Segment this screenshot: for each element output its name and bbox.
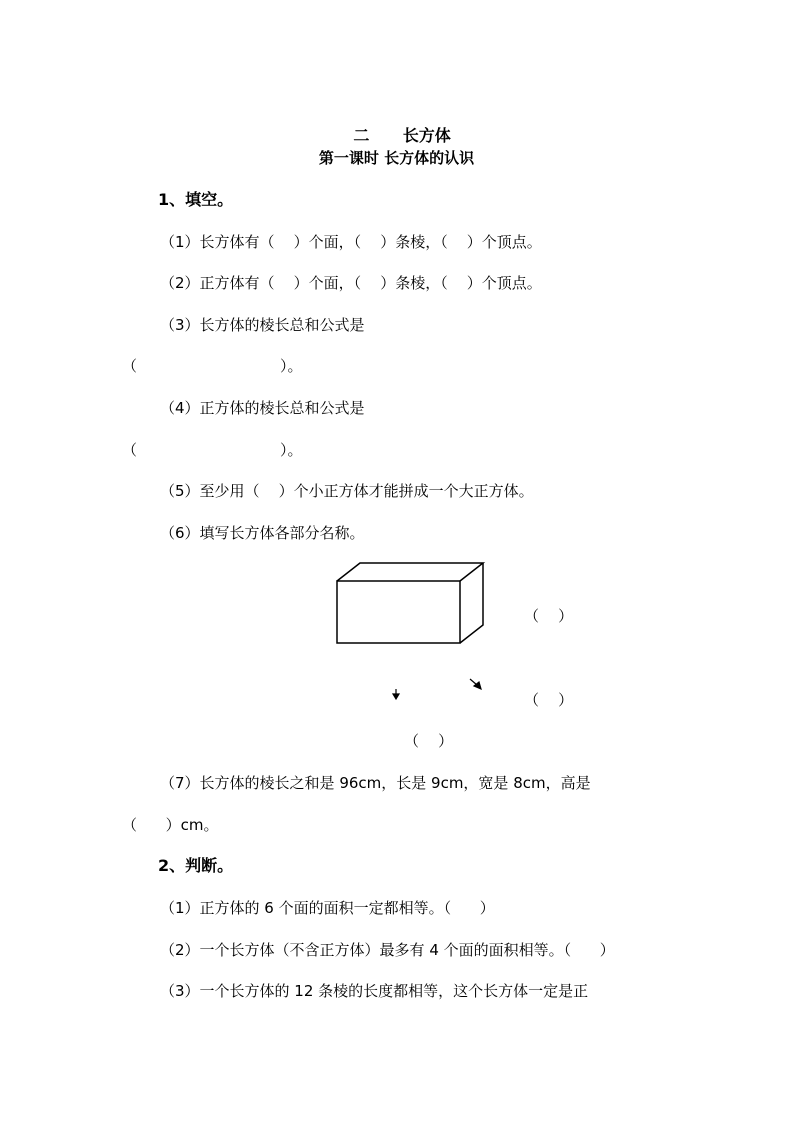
cuboid-front-face <box>337 581 460 643</box>
lesson-title: 第一课时 长方体的认识 <box>318 149 475 167</box>
question-1-4-answer-blank: （ ）。 <box>122 441 303 459</box>
question-1-7-answer-blank: （ ）cm。 <box>122 816 219 834</box>
cuboid-figure <box>300 545 600 710</box>
question-1-3: （3）长方体的棱长总和公式是 <box>160 316 365 334</box>
cuboid-label-blank-right-top: （ ） <box>524 607 574 625</box>
question-2-2: （2）一个长方体（不含正方体）最多有 4 个面的面积相等。（ ） <box>160 941 615 959</box>
chapter-number: 二 <box>353 126 370 145</box>
question-1-2: （2）正方体有（ ）个面，（ ）条棱，（ ）个顶点。 <box>160 274 542 292</box>
cuboid-top-face <box>337 563 483 581</box>
question-1-1: （1）长方体有（ ）个面，（ ）条棱，（ ）个顶点。 <box>160 233 542 251</box>
question-2-1: （1）正方体的 6 个面的面积一定都相等。（ ） <box>160 899 495 917</box>
arrow-down-head <box>393 694 399 699</box>
cuboid-label-blank-bottom: （ ） <box>404 732 454 750</box>
cuboid-right-face <box>460 563 483 643</box>
question-1-5: （5）至少用（ ）个小正方体才能拼成一个大正方体。 <box>160 482 534 500</box>
question-1-4: （4）正方体的棱长总和公式是 <box>160 399 365 417</box>
section2-heading: 2、判断。 <box>158 856 234 875</box>
chapter-title <box>0 106 793 146</box>
section1-heading: 1、填空。 <box>158 190 234 209</box>
question-1-6: （6）填写长方体各部分名称。 <box>160 524 365 542</box>
question-1-3-answer-blank: （ ）。 <box>122 357 303 375</box>
cuboid-label-blank-right-bottom: （ ） <box>524 691 574 709</box>
question-1-7: （7）长方体的棱长之和是 96cm，长是 9cm，宽是 8cm，高是 <box>160 774 591 792</box>
question-2-3: （3）一个长方体的 12 条棱的长度都相等，这个长方体一定是正 <box>160 982 589 1000</box>
chapter-name: 长方体 <box>402 126 451 145</box>
